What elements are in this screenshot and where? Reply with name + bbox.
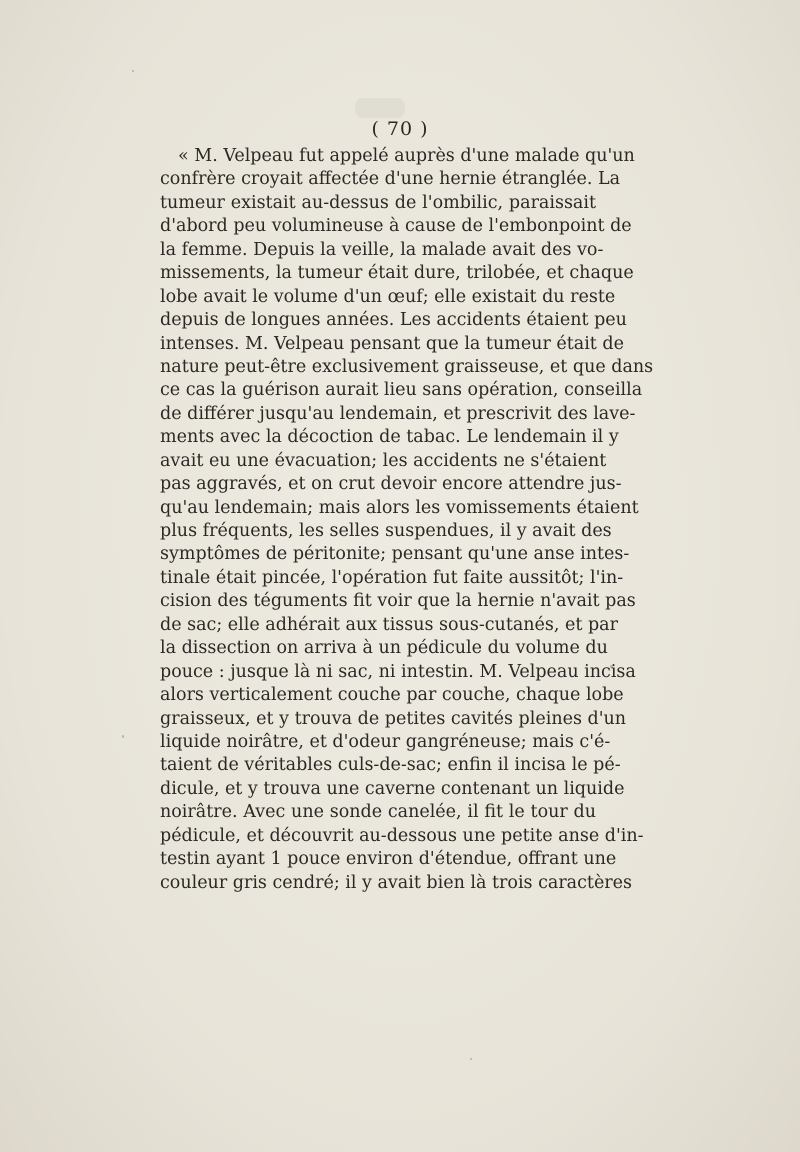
text-line: noirâtre. Avec une sonde canelée, il fit le tour du	[160, 802, 596, 823]
paper-speck	[610, 665, 613, 668]
text-line: tinale était pincée, l'opération fut faite aussitôt; l'in-	[160, 567, 624, 588]
page-number: ( 70 )	[371, 118, 429, 140]
text-line: nature peut-être exclusivement graisseuse, et que dans	[160, 356, 654, 377]
text-line: testin ayant 1 pouce environ d'étendue, offrant une	[160, 849, 617, 870]
text-line: intenses. M. Velpeau pensant que la tumeur était de	[160, 333, 624, 354]
text-line: symptômes de péritonite; pensant qu'une anse intes-	[160, 544, 630, 565]
text-line: pédicule, et découvrit au-dessous une petite anse d'in-	[160, 825, 644, 846]
text-line: liquide noirâtre, et d'odeur gangréneuse; mais c'é-	[160, 731, 611, 752]
text-line: d'abord peu volumineuse à cause de l'embonpoint de	[160, 216, 632, 237]
paper-speck	[122, 735, 124, 738]
text-line: pouce : jusque là ni sac, ni intestin. M. Velpeau incisa	[160, 661, 636, 682]
text-line: plus fréquents, les selles suspendues, il y avait des	[160, 521, 612, 541]
text-line: dicule, et y trouva une caverne contenant un liquide	[160, 778, 625, 799]
text-line: cision des téguments fit voir que la hernie n'avait pas	[160, 591, 636, 612]
paper-speck	[470, 1058, 472, 1060]
text-line: taient de véritables culs-de-sac; enfin il incisa le pé-	[160, 755, 621, 776]
text-line: ce cas la guérison aurait lieu sans opération, conseilla	[160, 380, 643, 401]
text-line: pas aggravés, et on crut devoir encore attendre jus-	[160, 474, 622, 495]
text-line: depuis de longues années. Les accidents étaient peu	[160, 310, 627, 331]
text-line: tumeur existait au-dessus de l'ombilic, paraissait	[160, 192, 596, 213]
body-paragraph	[160, 145, 654, 895]
text-line: la dissection on arriva à un pédicule du volume du	[160, 638, 608, 659]
text-line: lobe avait le volume d'un œuf; elle existait du reste	[160, 286, 616, 307]
text-line: missements, la tumeur était dure, trilobée, et chaque	[160, 263, 634, 284]
text-line: avait eu une évacuation; les accidents ne s'étaient	[160, 450, 607, 471]
text-line: « M. Velpeau fut appelé auprès d'une malade qu'un	[178, 146, 635, 166]
text-line: alors verticalement couche par couche, chaque lobe	[160, 685, 624, 706]
text-line: de sac; elle adhérait aux tissus sous-cutanés, et par	[160, 614, 618, 635]
text-line: de différer jusqu'au lendemain, et prescrivit des lave-	[160, 403, 636, 424]
text-line: confrère croyait affectée d'une hernie étranglée. La	[160, 169, 621, 190]
text-line: couleur gris cendré; il y avait bien là trois caractères	[160, 872, 633, 893]
paper-speck	[132, 70, 134, 72]
text-line: la femme. Depuis la veille, la malade avait des vo-	[160, 239, 604, 260]
text-line: qu'au lendemain; mais alors les vomissements étaient	[160, 497, 639, 518]
text-line: ments avec la décoction de tabac. Le lendemain il y	[160, 427, 619, 448]
text-line: graisseux, et y trouva de petites cavités pleines d'un	[160, 708, 627, 729]
show-through-mark	[355, 98, 405, 118]
